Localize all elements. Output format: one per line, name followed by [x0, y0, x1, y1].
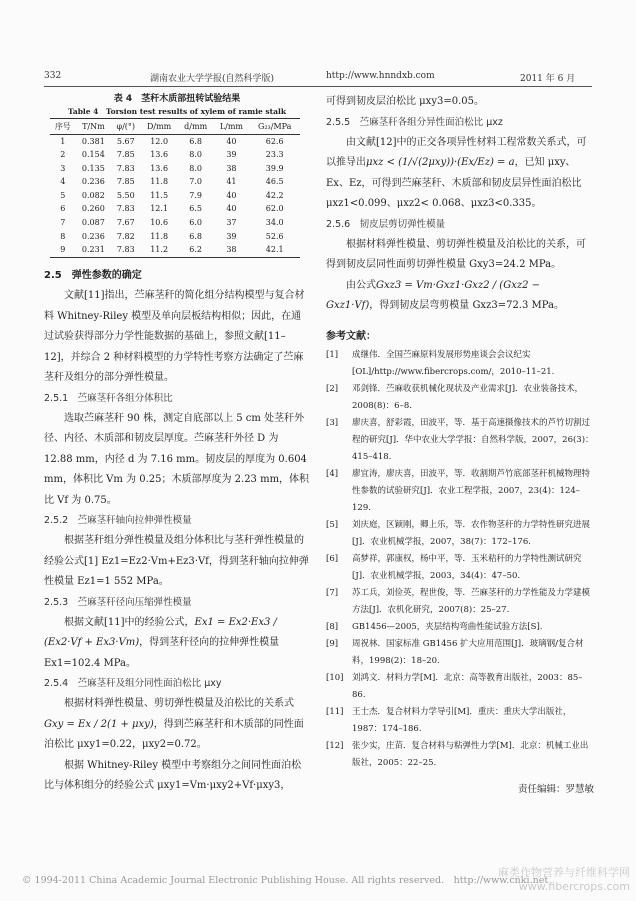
reference-item [326, 636, 594, 670]
reference-number: [4] [326, 468, 339, 479]
reference-number: [7] [326, 587, 339, 598]
table-cell: 39 [226, 150, 237, 160]
table-row [50, 217, 300, 231]
reference-number: [10] [326, 672, 344, 683]
reference-text: 成继伟．全国苎麻原料发展形势座谈会会议纪实[OL]/http://www.fibercrops.com/，2010–11–21. [352, 349, 555, 377]
table-cell: 1 [60, 136, 66, 146]
table-cell: 6.2 [178, 244, 214, 258]
table-cell: 6.5 [189, 204, 203, 214]
table-cell: 38 [213, 244, 249, 258]
table-cell: 6.0 [189, 218, 203, 228]
subsection-2-5-2-heading: 2.5.2 苎麻茎秆轴向拉伸弹性模量 [44, 515, 192, 527]
table-cell: 5 [60, 190, 66, 200]
formula-ex1: Ex1 = Ex2·Ex3 / (Ex2·Vf + Ex3·Vm) [44, 616, 277, 649]
reference-text: 周祝林．国家标准 GB1456 扩大应用范围[J]．玻璃钢/复合材料，1998(2)：18–20. [352, 638, 584, 666]
section-2-5-heading: 2.5 弹性参数的确定 [44, 270, 142, 282]
col-header: 序号 [50, 119, 76, 135]
table-cell: 11.5 [150, 190, 169, 200]
table-cell: 39 [226, 231, 237, 241]
subsection-2-5-6-heading: 2.5.6 韧皮层剪切弹性模量 [326, 218, 446, 230]
reference-text: 刘鸿文．材料力学[M]．北京：高等教育出版社，2003：85–86. [352, 672, 583, 700]
paragraph: 文献[11]指出，苎麻茎秆的简化组分结构模型与复合材料 Whitney-Riley 模型及单向层板结构相似；因此，在通过试验获得部分力学性能数据的基础上，参照文献[11–12]，并综合 2 种材料模型的力学特性考察方法确定了苎麻茎秆及组分的部分弹性模量。 [44, 290, 305, 384]
references-list [326, 347, 594, 772]
table-row [50, 162, 300, 176]
table-cell: 4 [60, 177, 66, 187]
reference-item [326, 670, 594, 704]
table-cell: 42.2 [265, 190, 284, 200]
copyright-footer: © 1994-2011 China Academic Journal Electronic Publishing House. All rights reserved. http://www.cnki.net [22, 875, 549, 886]
table-cell: 5.50 [116, 190, 135, 200]
subsection-2-5-5-heading: 2.5.5 苎麻茎秆各组分异性面泊松比 μxz [326, 116, 503, 128]
formula-gxy: Gxy = Ex / 2(1 + μxy) [44, 718, 154, 730]
paragraph: 根据 Whitney-Riley 模型中考察组分之间同性面泊松比与体积组分的经验公式 μxy1=Vm·μxy2+Vf·μxy3， [44, 759, 302, 792]
table-cell: 7.0 [189, 177, 203, 187]
table-cell: 38 [226, 163, 237, 173]
table-cell: 13.6 [150, 163, 169, 173]
table-cell: 0.236 [81, 231, 105, 241]
table-cell: 7.82 [116, 231, 135, 241]
table-cell: 11.8 [150, 177, 169, 187]
col-header: D/mm [140, 119, 177, 135]
table-cell: 7.9 [189, 190, 203, 200]
subsection-2-5-1-heading: 2.5.1 苎麻茎秆各组分体积比 [44, 392, 173, 404]
reference-item [326, 415, 594, 466]
reference-text: 邓剑锋．苎麻收获机械化现状及产业需求[J]．农业装备技术，2008(8)：6–8. [352, 383, 584, 411]
table-row [50, 176, 300, 190]
page-number: 332 [44, 71, 62, 81]
text: 根据材料弹性模量、剪切弹性模量及泊松比的关系式 [64, 698, 294, 710]
paragraph [44, 694, 310, 756]
formula-gxz3: Gxz3 = Vm·Gxz1·Gxz2 / (Gxz2 − Gxz1·Vf) [326, 279, 541, 311]
table-row [50, 244, 300, 258]
reference-item [326, 466, 594, 517]
table-cell: 7.83 [116, 163, 135, 173]
reference-number: [3] [326, 417, 339, 428]
reference-text: 廖庆喜，舒彩霞，田波平，等．基于高速摄像技术的芦竹切割过程的研究[J]．华中农业大学学报：自然科学版，2007，26(3)：415–418. [352, 417, 594, 462]
subsection-2-5-4-heading: 2.5.4 苎麻茎秆及组分同性面泊松比 μxy [44, 678, 222, 690]
subsection-2-5-3-heading: 2.5.3 苎麻茎秆径向压缩弹性模量 [44, 596, 192, 608]
reference-number: [1] [326, 349, 339, 360]
table-cell: 8 [60, 231, 66, 241]
formula-muxz: μxz < (1/√(2μxy))·(Ex/Ez) = a [366, 157, 515, 168]
table-cell: 12.1 [150, 204, 169, 214]
table-cell: 34.0 [265, 218, 284, 228]
col-header: φ/(°) [111, 119, 140, 135]
reference-number: [12] [326, 740, 344, 751]
reference-text: 苏工兵，刘俭英，程世俊，等．苎麻茎秆的力学性能及力学建模方法[J]．农机化研究，2007(8)：25–27. [352, 587, 591, 615]
table-row [50, 189, 300, 203]
col-header: T/Nm [76, 119, 111, 135]
text: 由公式 [346, 279, 376, 291]
col-header: d/mm [178, 119, 214, 135]
paragraph [326, 276, 594, 317]
paragraph [44, 613, 310, 675]
table-cell: 5.67 [116, 136, 135, 146]
table-cell: 37 [226, 218, 237, 228]
reference-number: [6] [326, 553, 339, 564]
table-cell: 40 [226, 136, 237, 146]
table-cell: 7.85 [116, 150, 135, 160]
right-column [326, 92, 594, 800]
reference-number: [9] [326, 638, 339, 649]
table-cell: 7 [60, 218, 66, 228]
reference-number: [2] [326, 383, 339, 394]
torsion-table [50, 118, 300, 258]
table-cell: 13.6 [150, 150, 169, 160]
issue-date: 2011 年 6 月 [520, 74, 576, 84]
table-cell: 42.1 [249, 244, 300, 258]
table-cell: 2 [60, 150, 66, 160]
table-cell: 46.5 [265, 177, 284, 187]
text: ，得到苎麻茎秆和木质部的同性面泊松比 μxy1=0.22，μxy2=0.72。 [44, 718, 304, 751]
reference-item [326, 551, 594, 585]
text: 根据文献[11]中的经验公式， [64, 616, 195, 628]
table-cell: 6.8 [189, 136, 203, 146]
table-cell: 0.082 [81, 190, 105, 200]
table-cell: 9 [50, 244, 76, 258]
table-cell: 0.236 [81, 177, 105, 187]
table-header-row [50, 119, 300, 135]
table-cell: 12.0 [150, 136, 169, 146]
reference-number: [5] [326, 519, 339, 530]
table-cell: 52.6 [265, 231, 284, 241]
reference-text: 王士杰．复合材料力学导引[M]．重庆：重庆大学出版社，1987：174–186. [352, 706, 572, 734]
table-caption-cn: 表 4 茎秆木质部扭转试验结果 [113, 94, 241, 104]
table-cell: 23.3 [265, 150, 284, 160]
reference-item [326, 585, 594, 619]
paragraph [326, 133, 594, 215]
table-cell: 0.087 [81, 218, 105, 228]
table-cell: 7.83 [116, 204, 135, 214]
reference-number: [11] [326, 706, 344, 717]
table-cell: 0.231 [76, 244, 111, 258]
reference-item [326, 738, 594, 772]
table-cell: 62.0 [265, 204, 284, 214]
table-cell: 11.2 [140, 244, 177, 258]
table-cell: 41 [226, 177, 237, 187]
col-header: L/mm [213, 119, 249, 135]
journal-url[interactable]: http://www.hnndxb.com [326, 71, 435, 81]
reference-item [326, 381, 594, 415]
table-cell: 11.8 [150, 231, 169, 241]
table-row [50, 149, 300, 163]
responsible-editor: 责任编辑：罗慧敏 [517, 783, 594, 795]
text: ，得到茎秆径向的拉伸弹性模量 Ex1=102.4 MPa。 [44, 637, 280, 669]
reference-item [326, 347, 594, 381]
reference-text: 刘庆庭，区颖刚，卿上乐，等．农作物茎秆的力学特性研究进展[J]．农业机械学报，2007，38(7)：172–176. [352, 519, 591, 547]
table-cell: 40 [226, 204, 237, 214]
table-cell: 62.6 [265, 136, 284, 146]
reference-item [326, 619, 594, 636]
table-row [50, 135, 300, 149]
reference-number: [8] [326, 621, 339, 632]
reference-text: GB1456—2005，夹层结构弯曲性能试验方法[S]. [352, 621, 543, 632]
table-caption-en: Table 4 Torsion test results of xylem of ramie stalk [67, 107, 287, 116]
text: 由文献[12]中的正交各项异性材料工程常数关系式，可以推导出 [326, 136, 587, 168]
paragraph: 选取苎麻茎秆 90 株，测定自底部以上 5 cm 处茎秆外径、内径、木质部和韧皮层厚度。苎麻茎秆外径 D 为 12.88 mm，内径 d 为 7.16 mm。韧皮层的厚度为 0.604 mm，体积比 Vm 为 0.25；木质部厚度为 2.23 mm，体积比 Vf 为 0.75。 [44, 412, 310, 506]
table-cell: 6.8 [189, 231, 203, 241]
header-rule [44, 86, 592, 87]
paragraph: 根据茎秆组分弹性模量及组分体积比与茎秆弹性模量的经验公式[1] Ez1=Ez2·Vm+Ez3·Vf，得到茎秆轴向拉伸弹性模量 Ez1=1 552 MPa。 [44, 535, 309, 588]
table-cell: 8.0 [189, 163, 203, 173]
reference-text: 张少实，庄苗．复合材料与粘弹性力学[M]．北京：机械工业出版社，2005：22–25. [352, 740, 589, 768]
table-cell: 10.6 [150, 218, 169, 228]
reference-text: 高梦祥，郭康权，杨中平，等．玉米秸秆的力学特性测试研究[J]．农业机械学报，2003，34(4)：47–50. [352, 553, 582, 581]
table-cell: 40 [226, 190, 237, 200]
table-cell: 39.9 [265, 163, 284, 173]
table-cell: 7.83 [111, 244, 140, 258]
table-row [50, 203, 300, 217]
table-cell: 0.260 [81, 204, 105, 214]
references-heading: 参考文献： [326, 330, 376, 342]
reference-text: 廖宜涛，廖庆喜，田波平，等．收割期芦竹底部茎秆机械物理特性参数的试验研究[J]．农业工程学报，2007，23(4)：124–129. [352, 468, 591, 513]
table-cell: 0.154 [81, 150, 105, 160]
site-watermark: 麻类作物营养与纤维科学网 www.fibercrops.com [498, 866, 630, 893]
table-cell: 8.0 [189, 150, 203, 160]
col-header: G₂₃/MPa [249, 119, 300, 135]
reference-item [326, 517, 594, 551]
text: ，已知 μxy、Ex、Ez，可得到苎麻茎秆、木质部和韧皮层异性面泊松比 μxz1<0.099、μxz2< 0.068、μxz3<0.335。 [326, 157, 582, 209]
table-row [50, 230, 300, 244]
paragraph: 可得到韧皮层泊松比 μxy3=0.05。 [326, 96, 484, 107]
paragraph: 根据材料弹性模量、剪切弹性模量及泊松比的关系，可得到韧皮层同性面剪切弹性模量 Gxy3=24.2 MPa。 [326, 238, 586, 270]
table-cell: 3 [60, 163, 66, 173]
journal-title: 湖南农业大学学报(自然科学版) [150, 74, 275, 84]
reference-item [326, 704, 594, 738]
table-cell: 6 [60, 204, 66, 214]
table-cell: 7.67 [116, 218, 135, 228]
left-column [44, 92, 310, 797]
table-cell: 7.85 [116, 177, 135, 187]
table-cell: 0.135 [81, 163, 105, 173]
text: ，得到韧皮层弯剪模量 Gxz3=72.3 MPa。 [369, 300, 565, 311]
table-cell: 0.381 [81, 136, 105, 146]
